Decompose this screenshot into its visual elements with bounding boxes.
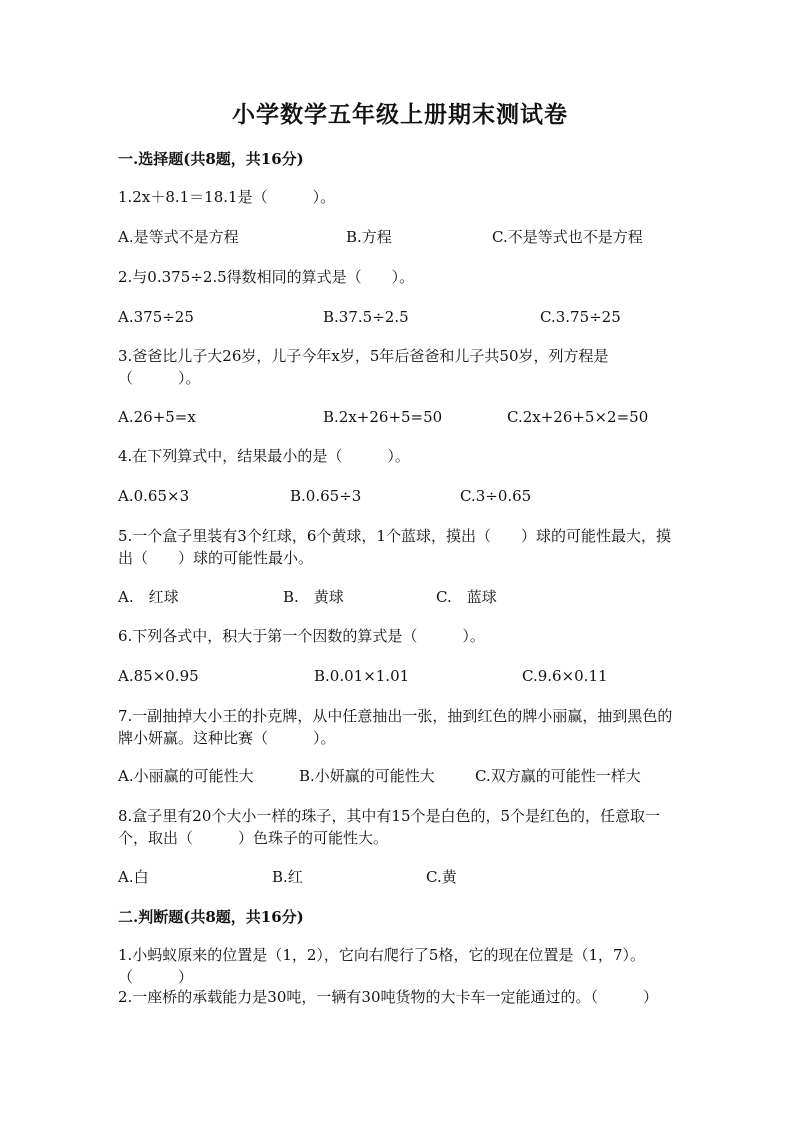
option-a: A.小丽赢的可能性大 <box>118 767 254 785</box>
option-b: B.方程 <box>346 228 392 246</box>
option-b: B. 黄球 <box>283 588 344 606</box>
option-c: C.2x+26+5×2=50 <box>507 408 649 426</box>
question-3: 3.爸爸比儿子大26岁，儿子今年x岁，5年后爸爸和儿子共50岁，列方程是（ ）。 <box>118 347 609 387</box>
option-b: B.红 <box>272 868 303 886</box>
options-q3 <box>118 406 684 428</box>
question-8: 8.盒子里有20个大小一样的珠子，其中有15个是白色的，5个是红色的，任意取一个，取出（ ）色珠子的可能性大。 <box>118 807 661 847</box>
option-c: C.3.75÷25 <box>540 308 621 326</box>
option-b: B.小妍赢的可能性大 <box>299 767 435 785</box>
options-q2 <box>118 306 684 328</box>
options-q1 <box>118 226 684 248</box>
options-q8 <box>118 866 684 888</box>
option-b: B.37.5÷2.5 <box>323 308 409 326</box>
judgement-question-1: 1.小蚂蚁原来的位置是（1，2），它向右爬行了5格，它的现在位置是（1，7）。（ ） <box>118 946 646 986</box>
option-a: A.375÷25 <box>118 308 194 326</box>
options-q6 <box>118 665 684 687</box>
options-q7 <box>118 765 684 787</box>
option-c: C. 蓝球 <box>436 588 497 606</box>
option-a: A. 红球 <box>118 588 179 606</box>
question-7: 7.一副抽掉大小王的扑克牌，从中任意抽出一张，抽到红色的牌小丽赢，抽到黑色的牌小妍赢。这种比赛（ ）。 <box>118 707 673 747</box>
question-5: 5.一个盒子里装有3个红球，6个黄球，1个蓝球，摸出（ ）球的可能性最大，摸出（ ）球的可能性最小。 <box>118 527 671 567</box>
option-a: A.0.65×3 <box>118 487 190 505</box>
option-c: C.3÷0.65 <box>460 487 532 505</box>
option-c: C.双方赢的可能性一样大 <box>475 767 641 785</box>
question-1: 1.2x＋8.1＝18.1是（ ）。 <box>118 188 336 206</box>
option-a: A.26+5=x <box>118 408 196 426</box>
section-heading-multiple-choice: 一.选择题(共8题，共16分) <box>118 150 304 168</box>
question-6: 6.下列各式中，积大于第一个因数的算式是（ ）。 <box>118 627 485 645</box>
question-4: 4.在下列算式中，结果最小的是（ ）。 <box>118 447 410 465</box>
question-2: 2.与0.375÷2.5得数相同的算式是（ ）。 <box>118 268 415 286</box>
options-q5 <box>118 586 684 608</box>
section-heading-true-false: 二.判断题(共8题，共16分) <box>118 908 304 926</box>
options-q4 <box>118 485 684 507</box>
option-b: B.0.65÷3 <box>290 487 362 505</box>
option-c: C.9.6×0.11 <box>522 667 608 685</box>
exam-title: 小学数学五年级上册期末测试卷 <box>232 101 568 128</box>
option-a: A.是等式不是方程 <box>118 228 239 246</box>
option-a: A.白 <box>118 868 149 886</box>
option-c: C.黄 <box>426 868 457 886</box>
option-b: B.0.01×1.01 <box>314 667 410 685</box>
option-b: B.2x+26+5=50 <box>323 408 443 426</box>
judgement-question-2: 2.一座桥的承载能力是30吨，一辆有30吨货物的大卡车一定能通过的。（ ） <box>118 988 658 1006</box>
option-c: C.不是等式也不是方程 <box>492 228 643 246</box>
option-a: A.85×0.95 <box>118 667 199 685</box>
